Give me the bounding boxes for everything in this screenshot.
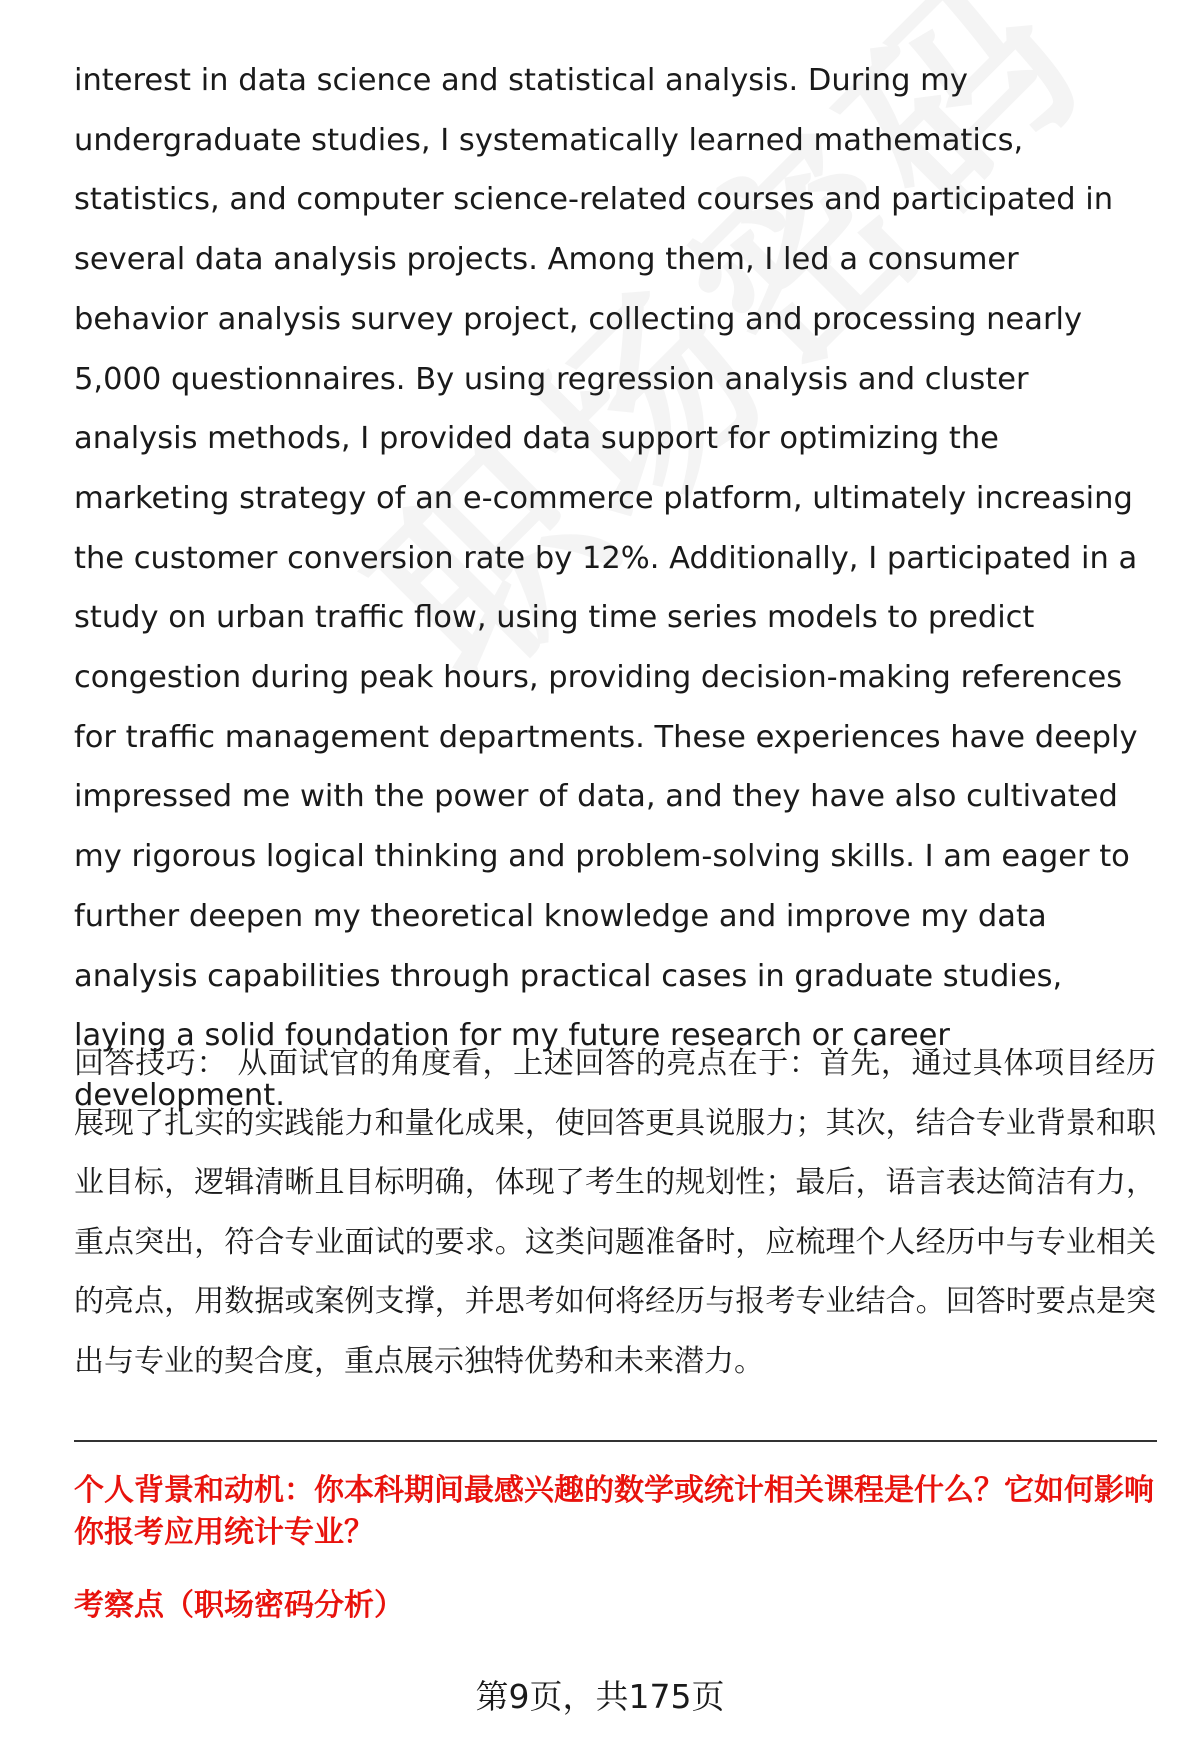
page-number-footer: 第9页，共175页 bbox=[475, 1677, 725, 1716]
section-divider bbox=[74, 1440, 1157, 1442]
answer-paragraph: interest in data science and statistical analysis. During my undergraduate studies, I systematically learned mathematics, statistics, and computer science-related courses and participated in several data analysis projects. Among them, I led a consumer behavior analysis survey project, collecting and processing nearly 5,000 questionnaires. By using regression analysis and cluster analysis methods, I provided data support for optimizing the marketing strategy of an e-commerce platform, ultimately increasing the customer conversion rate by 12%. Additionally, I participated in a study on urban traffic flow, using time series models to predict congestion during peak hours, providing decision-making references for traffic management departments. These experiences have deeply impressed me with the power of data, and they have also cultivated my rigorous logical thinking and problem-solving skills. I am eager to further deepen my theoretical knowledge and improve my data analysis capabilities through practical cases in graduate studies, laying a solid foundation for my future research or career development. bbox=[74, 63, 1138, 1113]
answer-tips-paragraph: 回答技巧： 从面试官的角度看，上述回答的亮点在于：首先，通过具体项目经历展现了扎实的实践能力和量化成果，使回答更具说服力；其次，结合专业背景和职业目标，逻辑清晰且目标明确，体现了考生的规划性；最后，语言表达简洁有力，重点突出，符合专业面试的要求。这类问题准备时，应梳理个人经历中与专业相关的亮点，用数据或案例支撑，并思考如何将经历与报考专业结合。回答时要点是突出与专业的契合度，重点展示独特优势和未来潜力。 bbox=[74, 1046, 1156, 1379]
question-heading: 个人背景和动机：你本科期间最感兴趣的数学或统计相关课程是什么？它如何影响你报考应用统计专业？ bbox=[74, 1473, 1154, 1550]
assessment-point-label: 考察点（职场密码分析） bbox=[74, 1588, 404, 1623]
